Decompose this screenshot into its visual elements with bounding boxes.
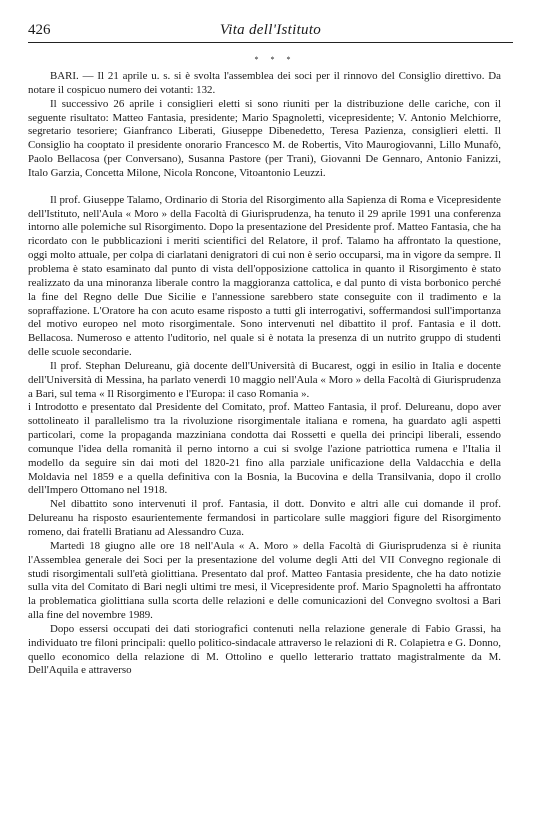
paragraph-general-assembly: Martedì 18 giugno alle ore 18 nell'Aula « A. Moro » della Facoltà di Giurisprudenza si è riunita l'Assemblea generale dei Soci per la presentazione del volume degli Atti del VII Convegno regionale di studi risorgimentali sull'età giolittiana. Presentato dal prof. Matteo Fantasia presidente, che ha dato notizie sulla vita del Comitato di Bari negli ultimi tre mesi, il Vicepresidente prof. Mario Spagnoletti ha affrontato la problematica giolittiana sulla scorta delle relazioni e delle comunicazioni del Convegno svoltosi a Bari alla fine del novembre 1989. xyxy=(28,539,501,622)
section-separator: * * * xyxy=(254,55,296,64)
paragraph-grassi-report: Dopo essersi occupati dei dati storiografici contenuti nella relazione generale di Fabio Grassi, ha individuato tre filoni principali: quello politico-sindacale attraverso le relazioni di R. Colapietra e G. Donno, quello economico della relazione di M. Ottolino e quello letterario trattato magistralmente da M. Dell'Aquila e attraverso xyxy=(28,622,501,677)
page-header xyxy=(28,22,513,43)
page-number: 426 xyxy=(28,22,51,38)
paragraph-bari-assembly: BARI. — Il 21 aprile u. s. si è svolta l'assemblea dei soci per il rinnovo del Consiglio direttivo. Da notare il cospicuo numero dei votanti: 132. xyxy=(28,70,501,96)
paragraph-delureanu-presentation: i Introdotto e presentato dal Presidente del Comitato, prof. Matteo Fantasia, il prof. Delureanu, dopo aver sottolineato il parallelismo tra la rivoluzione risorgimentale italiana e romena, ha guardato agli aspetti particolari, come la propaganda mazziniana condotta dai Rossetti e quella dei principi liberali, essendo comunque l'idea della romanità il perno intorno a cui si svolge l'azione patriottica rumena e l'Italia il modello da seguire sin dai moti del 1820-21 fino alla parziale unificazione della Valdacchia e della Moldavia nel 1859 e a quella definitiva con la Bosnia, la Bucovina e della Transilvania, dopo il crollo dell'Impero Ottomano nel 1918. xyxy=(28,401,501,497)
paragraph-debate: Nel dibattito sono intervenuti il prof. Fantasia, il dott. Donvito e altri alle cui domande il prof. Delureanu ha risposto esaurientemente fermandosi in particolare sulle maggiori figure del Risorgimento romeno, dai fratelli Bratianu ad Alessandro Cuza. xyxy=(28,498,501,538)
article-body xyxy=(28,70,501,678)
paragraph-delureanu-talk: Il prof. Stephan Delureanu, già docente dell'Università di Bucarest, oggi in esilio in Italia e docente dell'Università di Messina, ha parlato venerdì 10 maggio nell'Aula « Moro » della Facoltà di Giurisprudenza a Bari, sul tema « Il Risorgimento e l'Europa: il caso Romania ». xyxy=(28,359,501,400)
running-title: Vita dell'Istituto xyxy=(219,22,322,38)
paragraph-talamo-conference: Il prof. Giuseppe Talamo, Ordinario di Storia del Risorgimento alla Sapienza di Roma e Vicepresidente dell'Istituto, nell'Aula « Moro » della Facoltà di Giurisprudenza, ha tenuto il 29 aprile 1991 una conferenza intorno alle polemiche sul Risorgimento. Dopo la presentazione del Presidente prof. Matteo Fantasia, che ha ricordato con le pubblicazioni i meriti scientifici del Relatore, il prof. Talamo ha affrontato la questione, oggi molto attuale, per colpa di ciarlatani denigratori di cui non è serio occuparsi, ma in vigore da sempre. Il problema è stato esaminato dal punto di vista dell'opposizione cattolica in quanto il Risorgimento è stato realizzato da una minoranza liberale contro la maggioranza cattolica, e dal punto di vista borbonico perché la fine del Regno delle Due Sicilie e l'annessione sarebbero state conseguite con il tradimento e la sopraffazione. L'Oratore ha con acuto esame risposto a tutti gli interrogativi, soffermandosi sull'importanza del motivo europeo nel moto risorgimentale. Sono intervenuti nel dibattito il prof. Fantasia e il dott. Bellacosa. Numeroso e attento l'uditorio, nel quale si è notata la presenza di un nutrito gruppo di studenti delle scuole secondarie. xyxy=(28,193,501,359)
paragraph-council-roles: Il successivo 26 aprile i consiglieri eletti si sono riuniti per la distribuzione delle cariche, con il seguente risultato: Matteo Fantasia, presidente; Mario Spagnoletti, vicepresidente; V. Antonio Melchiorre, segretario tesoriere; Gianfranco Liberati, Giuseppe Dibenedetto, Teresa Pazienza, consiglieri eletti. Il Consiglio ha cooptato il presidente onorario Francesco M. de Robertis, Vito Maurogiovanni, Lillo Munafò, Paolo Bellacosa (per Conversano), Susanna Pastore (per Trani), Giovanni De Gennaro, Antonio Fanizzi, Italo Garzia, Concetta Milone, Nicola Roncone, Vitoantonio Leuzzi. xyxy=(28,97,501,179)
